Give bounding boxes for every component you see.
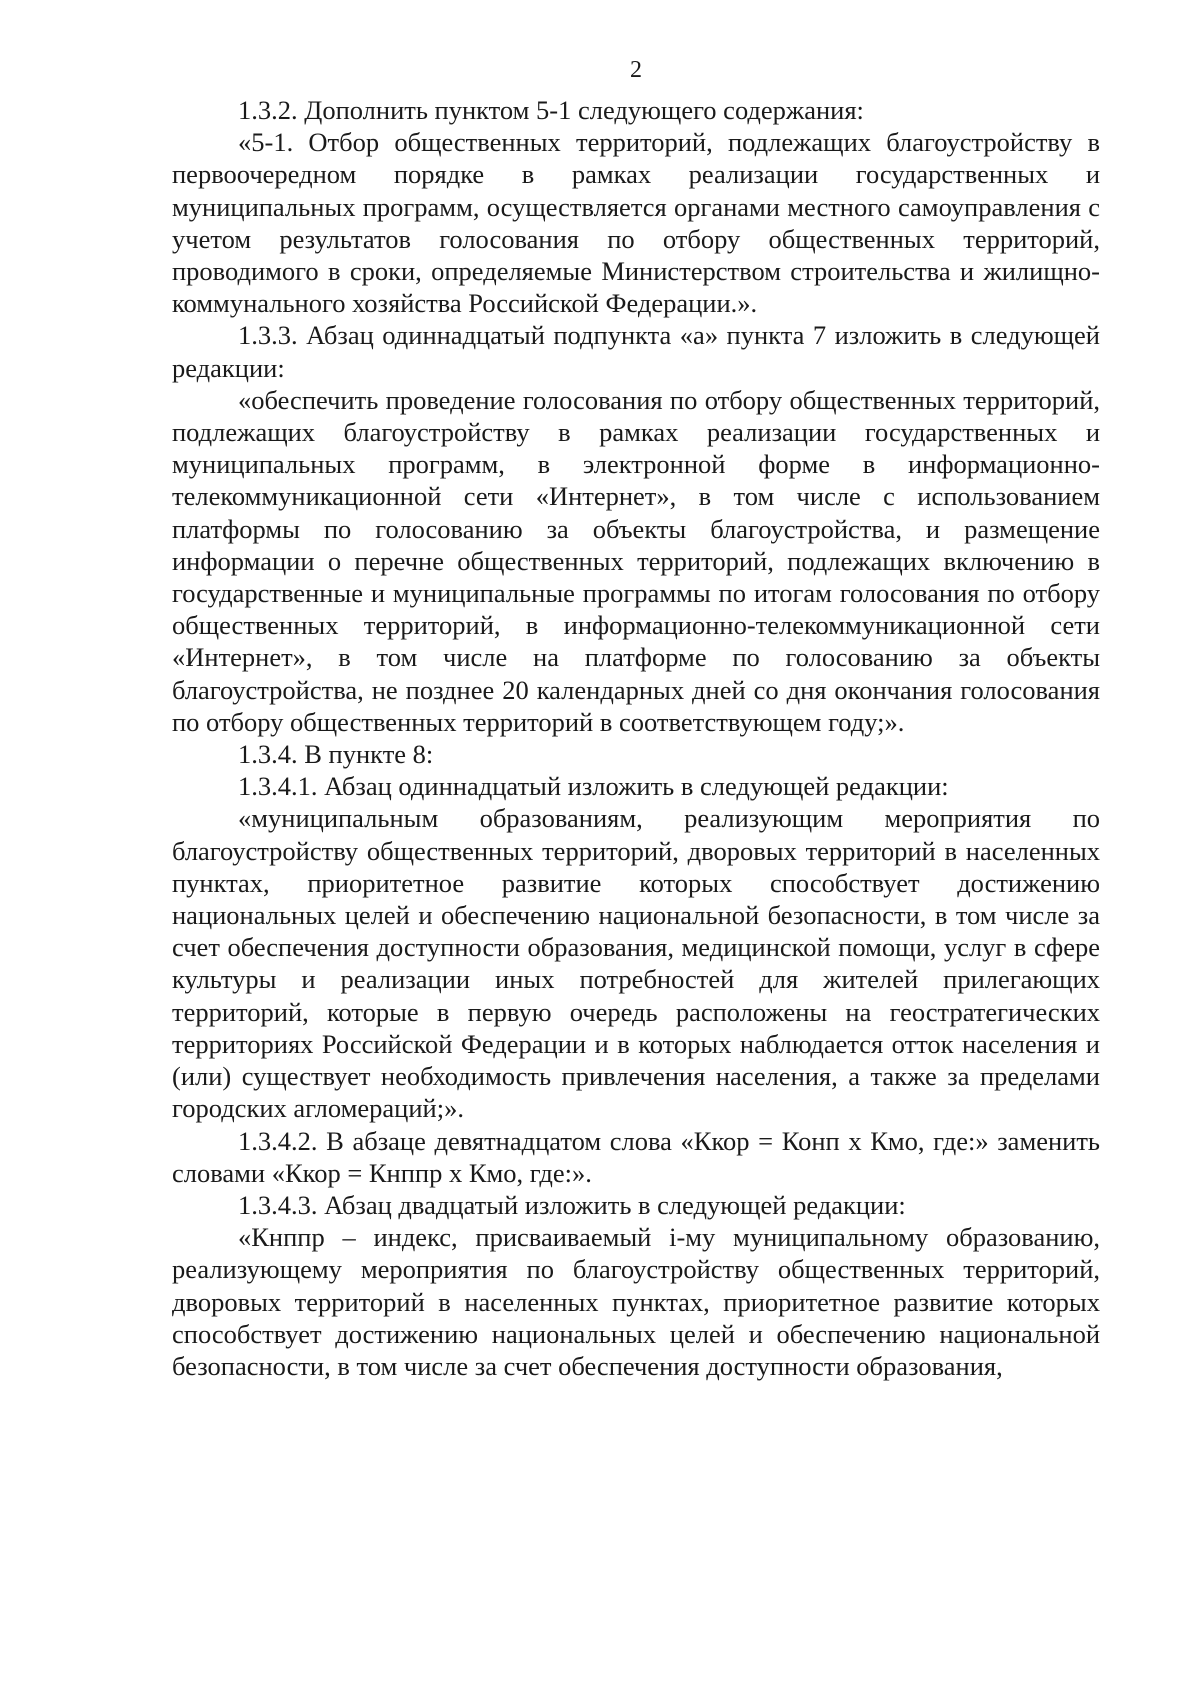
paragraph-1-3-4-2: 1.3.4.2. В абзаце девятнадцатом слова «Ккор = Конп х Кмо, где:» заменить словами «Ккор = Кнппр х Кмо, где:».: [172, 1125, 1100, 1188]
paragraph-1-3-3: 1.3.3. Абзац одиннадцатый подпункта «а» пункта 7 изложить в следующей редакции:: [172, 320, 1100, 383]
paragraph-8-eleventh-text: «муниципальным образованиям, реализующим мероприятия по благоустройству общественных территорий, дворовых территорий в населенных пунктах, приоритетное развитие которых способствует достижению национальных целей и обеспечению национальной безопасности, в том числе за счет обеспечения доступности образования, медицинской помощи, услуг в сфере культуры и реализации иных потребностей для жителей прилегающих территорий, которые в первую очередь расположены на геостратегических территориях Российской Федерации и в которых наблюдается отток населения и (или) существует необходимость привлечения населения, а также за пределами городских агломераций;».: [172, 803, 1100, 1124]
paragraph-1-3-4-1: 1.3.4.1. Абзац одиннадцатый изложить в следующей редакции:: [238, 771, 949, 802]
paragraph-7a-text: «обеспечить проведение голосования по отбору общественных территорий, подлежащих благоустройству в рамках реализации государственных и муниципальных программ, в электронной форме в информационно-телекоммуникационной сети «Интернет», в том числе с использованием платформы по голосованию за объекты благоустройства, и размещение информации о перечне общественных территорий, подлежащих включению в государственные и муниципальные программы по итогам голосования по отбору общественных территорий, в информационно-телекоммуникационной сети «Интернет», в том числе на платформе по голосованию за объекты благоустройства, не позднее 20 календарных дней со дня окончания голосования по отбору общественных территорий в соответствующем году;».: [172, 384, 1100, 737]
paragraph-5-1-text: «5-1. Отбор общественных территорий, подлежащих благоустройству в первоочередном порядке в рамках реализации государственных и муниципальных программ, осуществляется органами местного самоуправления с учетом результатов голосования по отбору общественных территорий, проводимого в сроки, определяемые Министерством строительства и жилищно-коммунального хозяйства Российской Федерации.».: [172, 127, 1100, 319]
page-number: 2: [630, 57, 642, 83]
paragraph-1-3-2: 1.3.2. Дополнить пунктом 5-1 следующего содержания:: [238, 95, 864, 125]
paragraph-knppr-text: «Кнппр – индекс, присваиваемый i-му муниципальному образованию, реализующему мероприятия по благоустройству общественных территорий, дворовых территорий в населенных пунктах, приоритетное развитие которых способствует достижению национальных целей и обеспечению национальной безопасности, в том числе за счет обеспечения доступности образования,: [172, 1222, 1100, 1381]
paragraph-1-3-4: 1.3.4. В пункте 8:: [238, 739, 434, 770]
paragraph-1-3-4-3: 1.3.4.3. Абзац двадцатый изложить в следующей редакции:: [238, 1189, 906, 1220]
